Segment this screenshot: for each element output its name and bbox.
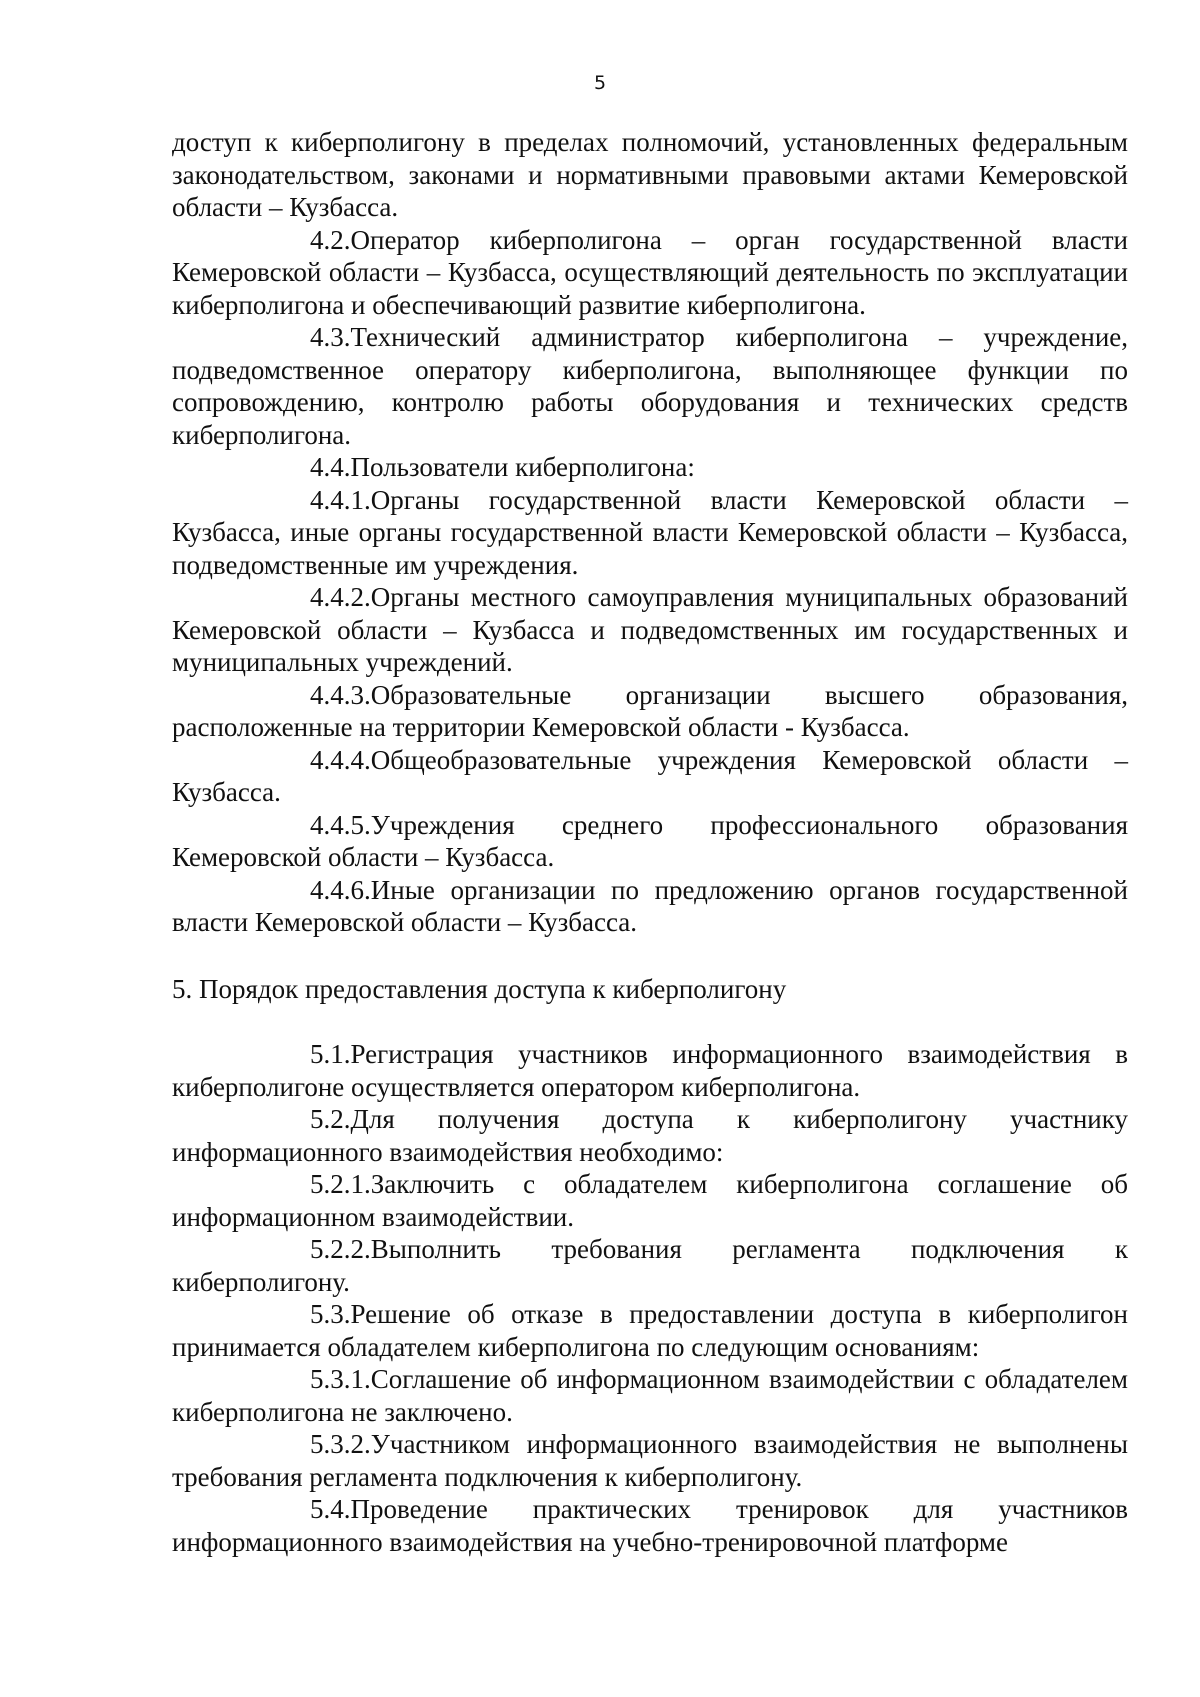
paragraph-4-4-3: [172, 679, 1128, 744]
paragraph-number: 4.4.3.: [310, 679, 371, 710]
paragraph-text: Технический администратор киберполигона – учреждение, подведомственное оператору киберполигона, выполняющее функции по сопровождению, контролю работы оборудования и технических средств киберполигона.: [172, 322, 1128, 450]
paragraph-number: 4.4.2.: [310, 582, 371, 612]
paragraph-number: 4.4.4.: [310, 744, 371, 775]
section-heading: 5. Порядок предоставления доступа к киберполигону: [172, 973, 787, 1004]
paragraph-number: 5.3.2.: [310, 1429, 371, 1459]
paragraph-5-2-1: [172, 1168, 1128, 1233]
document-body: [172, 126, 1128, 1558]
paragraph-5-3: [172, 1298, 1128, 1363]
paragraph-text: Решение об отказе в предоставлении доступа в киберполигон принимается обладателем киберполигона по следующим основаниям:: [172, 1299, 1128, 1362]
paragraph-text: Общеобразовательные учреждения Кемеровской области – Кузбасса.: [172, 744, 1128, 807]
paragraph-text: Проведение практических тренировок для участников информационного взаимодействия на учебно-тренировочной платформе: [172, 1494, 1128, 1557]
paragraph-text: Регистрация участников информационного взаимодействия в киберполигоне осуществляется оператором киберполигона.: [172, 1039, 1128, 1102]
paragraph-number: 4.3.: [310, 322, 351, 352]
paragraph-continuation: доступ к киберполигону в пределах полномочий, установленных федеральным законодательством, законами и нормативными правовыми актами Кемеровской области – Кузбасса.: [172, 127, 1128, 222]
paragraph-text: Оператор киберполигона – орган государственной власти Кемеровской области – Кузбасса, осуществляющий деятельность по эксплуатации киберполигона и обеспечивающий развитие киберполигона.: [172, 224, 1128, 320]
paragraph-number: 4.4.1.: [310, 484, 371, 515]
paragraph-text: Органы государственной власти Кемеровской области – Кузбасса, иные органы государственной власти Кемеровской области – Кузбасса, подведомственные им учреждения.: [172, 484, 1128, 580]
paragraph-text: Пользователи киберполигона:: [350, 452, 695, 482]
paragraph-5-3-1: [172, 1363, 1128, 1428]
paragraph-number: 5.3.: [310, 1299, 351, 1329]
paragraph-4-4-2: [172, 581, 1128, 679]
paragraph-4-4: [172, 451, 1128, 484]
paragraph-number: 5.2.1.: [310, 1169, 371, 1199]
paragraph-text: Участником информационного взаимодействия не выполнены требования регламента подключения к киберполигону.: [172, 1429, 1128, 1492]
paragraph-number: 5.2.: [310, 1104, 351, 1134]
paragraph-number: 4.4.: [310, 452, 351, 482]
paragraph-number: 5.2.2.: [310, 1234, 371, 1264]
paragraph-5-2-2: [172, 1233, 1128, 1298]
paragraph-5-3-2: [172, 1428, 1128, 1493]
paragraph-number: 5.1.: [310, 1039, 351, 1069]
paragraph-text: Образовательные организации высшего образования, расположенные на территории Кемеровской области - Кузбасса.: [172, 679, 1128, 742]
paragraph-number: 4.2.: [310, 224, 351, 255]
paragraph-4-4-5: [172, 809, 1128, 874]
paragraph-4-3: [172, 321, 1128, 451]
paragraph-text: Заключить с обладателем киберполигона соглашение об информационном взаимодействии.: [172, 1169, 1128, 1232]
paragraph-text: Соглашение об информационном взаимодействии с обладателем киберполигона не заключено.: [172, 1364, 1128, 1427]
paragraph-4-2: [172, 224, 1128, 322]
paragraph-text: Для получения доступа к киберполигону участнику информационного взаимодействия необходимо:: [172, 1104, 1128, 1167]
paragraph-5-2: [172, 1103, 1128, 1168]
paragraph-number: 5.4.: [310, 1494, 351, 1524]
paragraph-4-4-4: [172, 744, 1128, 809]
paragraph-5-1: [172, 1038, 1128, 1103]
paragraph-number: 5.3.1.: [310, 1364, 371, 1394]
paragraph-4-4-6: [172, 874, 1128, 939]
paragraph-text: Иные организации по предложению органов государственной власти Кемеровской области – Кузбасса.: [172, 874, 1128, 937]
paragraph-text: Выполнить требования регламента подключения к киберполигону.: [172, 1234, 1128, 1297]
paragraph-text: Органы местного самоуправления муниципальных образований Кемеровской области – Кузбасса и подведомственных им государственных и муниципальных учреждений.: [172, 582, 1128, 677]
paragraph-number: 4.4.6.: [310, 874, 371, 905]
page-number: 5: [593, 72, 607, 94]
paragraph-text: Учреждения среднего профессионального образования Кемеровской области – Кузбасса.: [172, 809, 1128, 872]
paragraph-4-4-1: [172, 484, 1128, 582]
paragraph-5-4: [172, 1493, 1128, 1558]
paragraph-number: 4.4.5.: [310, 809, 371, 840]
